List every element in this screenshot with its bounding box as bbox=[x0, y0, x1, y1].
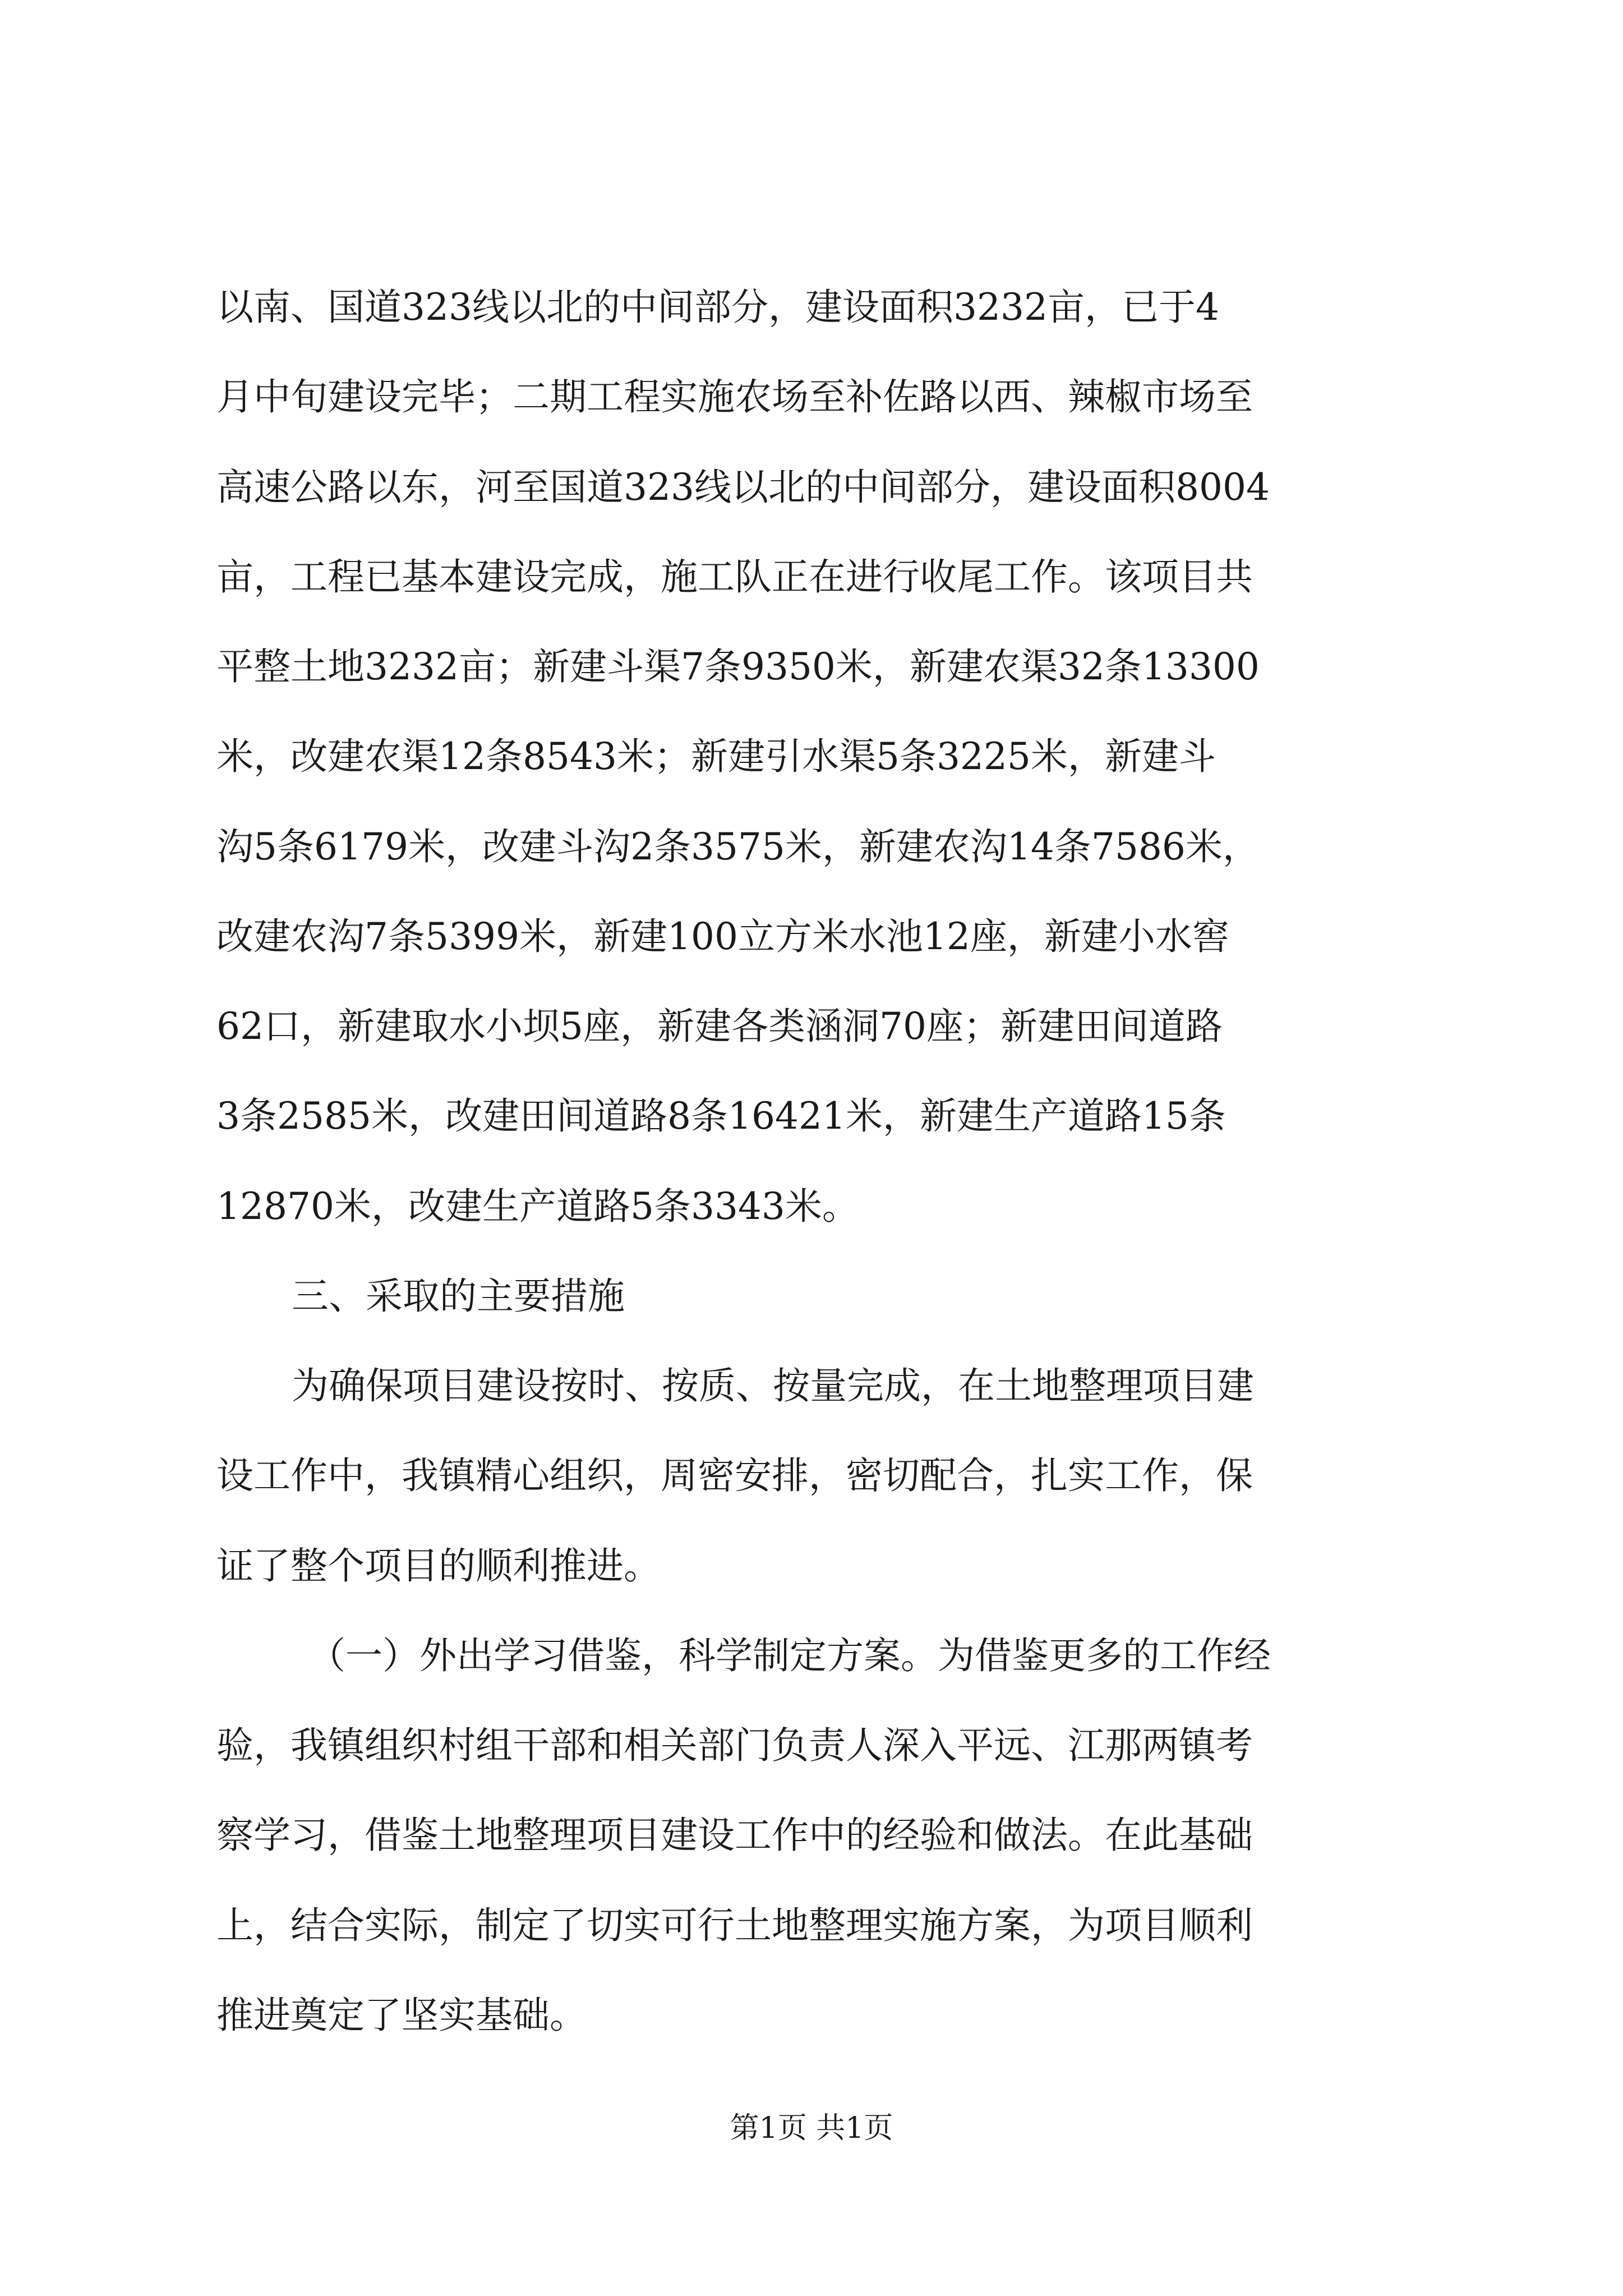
text-line: 12870米，改建生产道路5条3343米。 bbox=[216, 1185, 859, 1228]
text-line: 上，结合实际，制定了切实可行土地整理实施方案，为项目顺利 bbox=[216, 1904, 1253, 1947]
text-line: 月中旬建设完毕；二期工程实施农场至补佐路以西、辣椒市场至 bbox=[216, 375, 1253, 418]
text-line: 3条2585米，改建田间道路8条16421米，新建生产道路15条 bbox=[216, 1094, 1226, 1138]
text-line: 沟5条6179米，改建斗沟2条3575米，新建农沟14条7586米， bbox=[216, 825, 1260, 868]
text-line: 推进奠定了坚实基础。 bbox=[216, 1994, 587, 2037]
text-line: 以南、国道323线以北的中间部分，建设面积3232亩，已于4 bbox=[216, 286, 1219, 329]
text-line: 亩，工程已基本建设完成，施工队正在进行收尾工作。该项目共 bbox=[216, 555, 1253, 599]
text-line: 高速公路以东，河至国道323线以北的中间部分，建设面积8004 bbox=[216, 466, 1270, 509]
text-line: 察学习，借鉴土地整理项目建设工作中的经验和做法。在此基础 bbox=[216, 1814, 1253, 1857]
text-line: 米，改建农渠12条8543米；新建引水渠5条3225米，新建斗 bbox=[216, 735, 1216, 778]
text-line: 设工作中，我镇精心组织，周密安排，密切配合，扎实工作，保 bbox=[216, 1454, 1253, 1497]
subsection-heading: （一）外出学习借鉴，科学制定方案。为借鉴更多的工作经 bbox=[308, 1634, 1271, 1677]
text-line: 62口，新建取水小坝5座，新建各类涵洞70座；新建田间道路 bbox=[216, 1005, 1223, 1048]
text-line: 验，我镇组织村组干部和相关部门负责人深入平远、江那两镇考 bbox=[216, 1724, 1253, 1767]
text-line: 平整土地3232亩；新建斗渠7条9350米，新建农渠32条13300 bbox=[216, 645, 1260, 688]
text-line: 为确保项目建设按时、按质、按量完成，在土地整理项目建 bbox=[292, 1364, 1254, 1407]
text-line: 改建农沟7条5399米，新建100立方米水池12座，新建小水窖 bbox=[216, 915, 1229, 958]
text-line: 证了整个项目的顺利推进。 bbox=[216, 1544, 661, 1588]
section-heading: 三、采取的主要措施 bbox=[292, 1274, 625, 1318]
page-footer: 第1页 共1页 bbox=[730, 2111, 893, 2145]
